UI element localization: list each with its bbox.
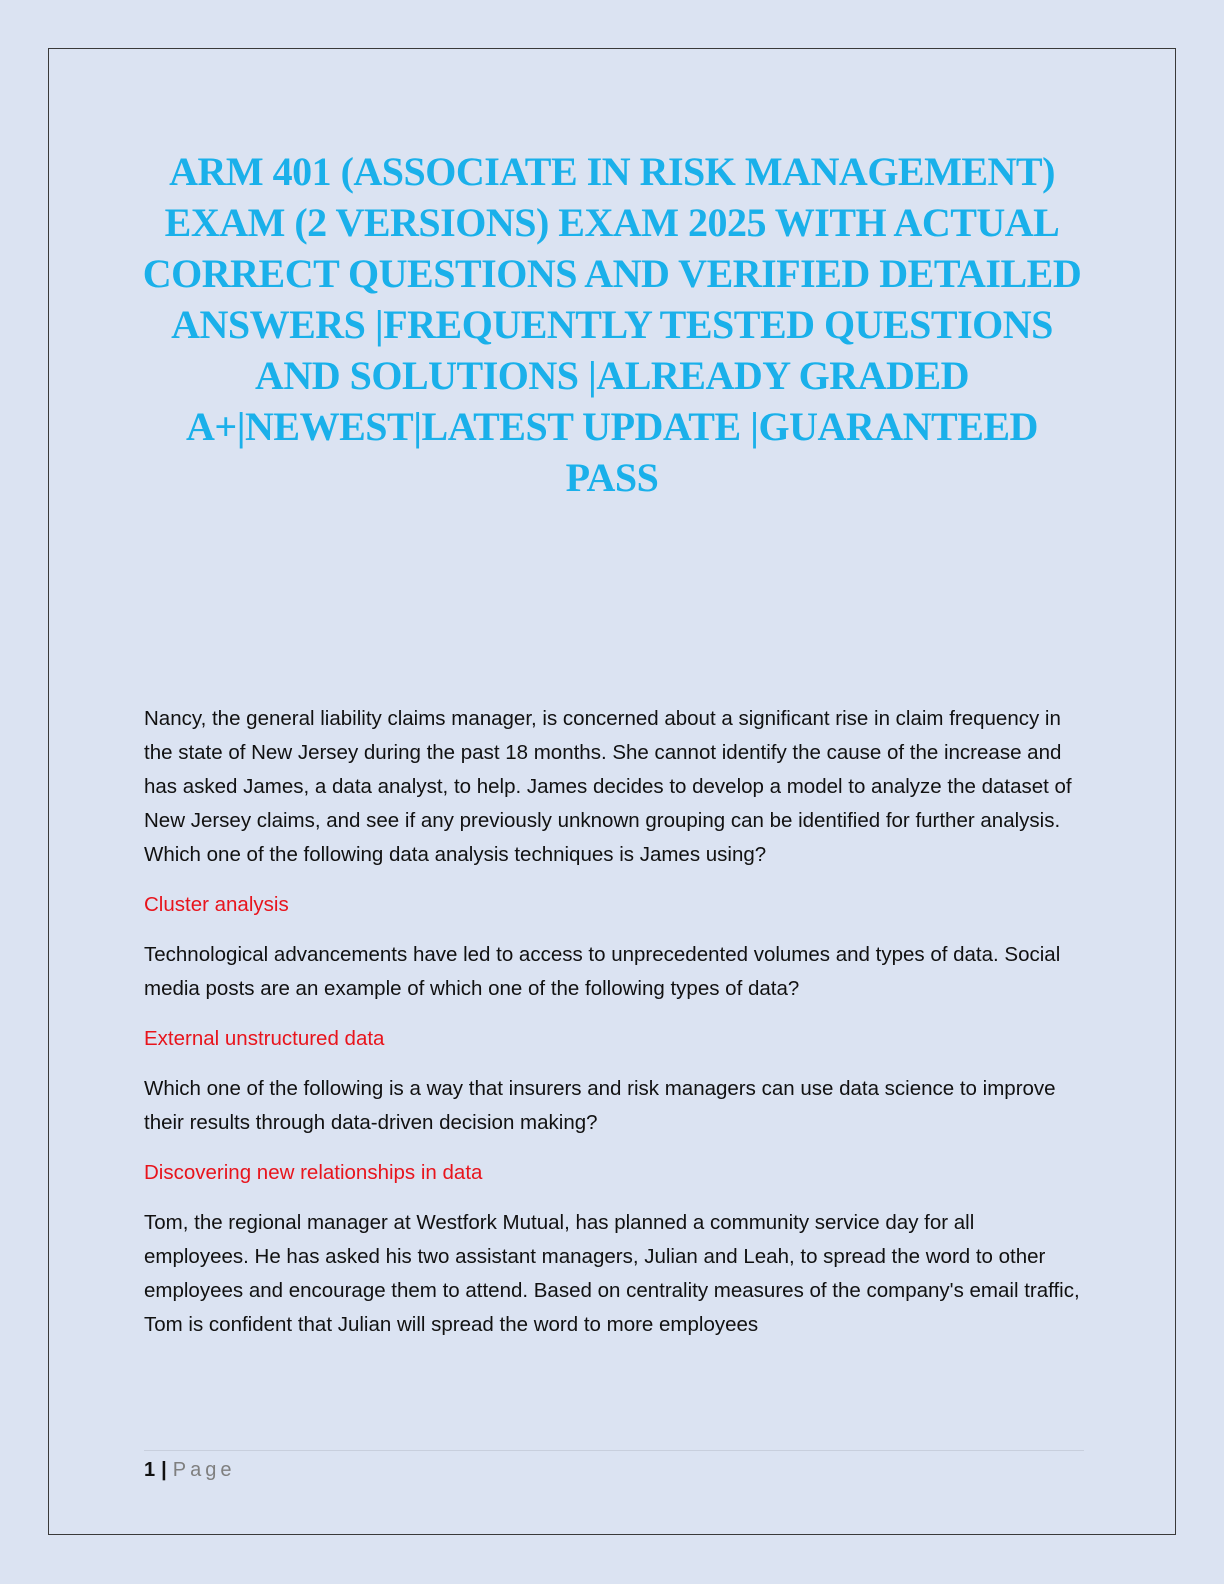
footer-separator: | (161, 1459, 167, 1481)
footer-divider (144, 1450, 1084, 1451)
answer-2: External unstructured data (144, 1027, 385, 1050)
answer-3: Discovering new relationships in data (144, 1161, 483, 1184)
question-3: Which one of the following is a way that insurers and risk managers can use data science to improve their results through data-driven decision making? (144, 1077, 1056, 1134)
qa-content (144, 702, 1084, 1358)
question-1: Nancy, the general liability claims manager, is concerned about a significant rise in claim frequency in the state of New Jersey during the past 18 months. She cannot identify the cause of the increase and has asked James, a data analyst, to help. James decides to develop a model to analyze the dataset of New Jersey claims, and see if any previously unknown grouping can be identified for further analysis. Which one of the following data analysis techniques is James using? (144, 707, 1072, 866)
question-2: Technological advancements have led to access to unprecedented volumes and types of data. Social media posts are an example of which one of the following types of data? (144, 943, 1061, 1000)
page-label: Page (172, 1459, 236, 1481)
page-number: 1 (144, 1459, 156, 1481)
question-4: Tom, the regional manager at Westfork Mutual, has planned a community service day for all employees. He has asked his two assistant managers, Julian and Leah, to spread the word to other employees and encourage them to attend. Based on centrality measures of the company's email traffic, Tom is confident that Julian will spread the word to more employees (144, 1211, 1080, 1336)
document-title: ARM 401 (ASSOCIATE IN RISK MANAGEMENT) EXAM (2 VERSIONS) EXAM 2025 WITH ACTUAL CORRECT QUESTIONS AND VERIFIED DETAILED ANSWERS |FREQUENTLY TESTED QUESTIONS AND SOLUTIONS |ALREADY GRADED A+|NEWEST|LATEST UPDATE |GUARANTEED PASS (142, 149, 1082, 500)
page-footer (144, 1455, 235, 1485)
answer-1: Cluster analysis (144, 893, 289, 916)
